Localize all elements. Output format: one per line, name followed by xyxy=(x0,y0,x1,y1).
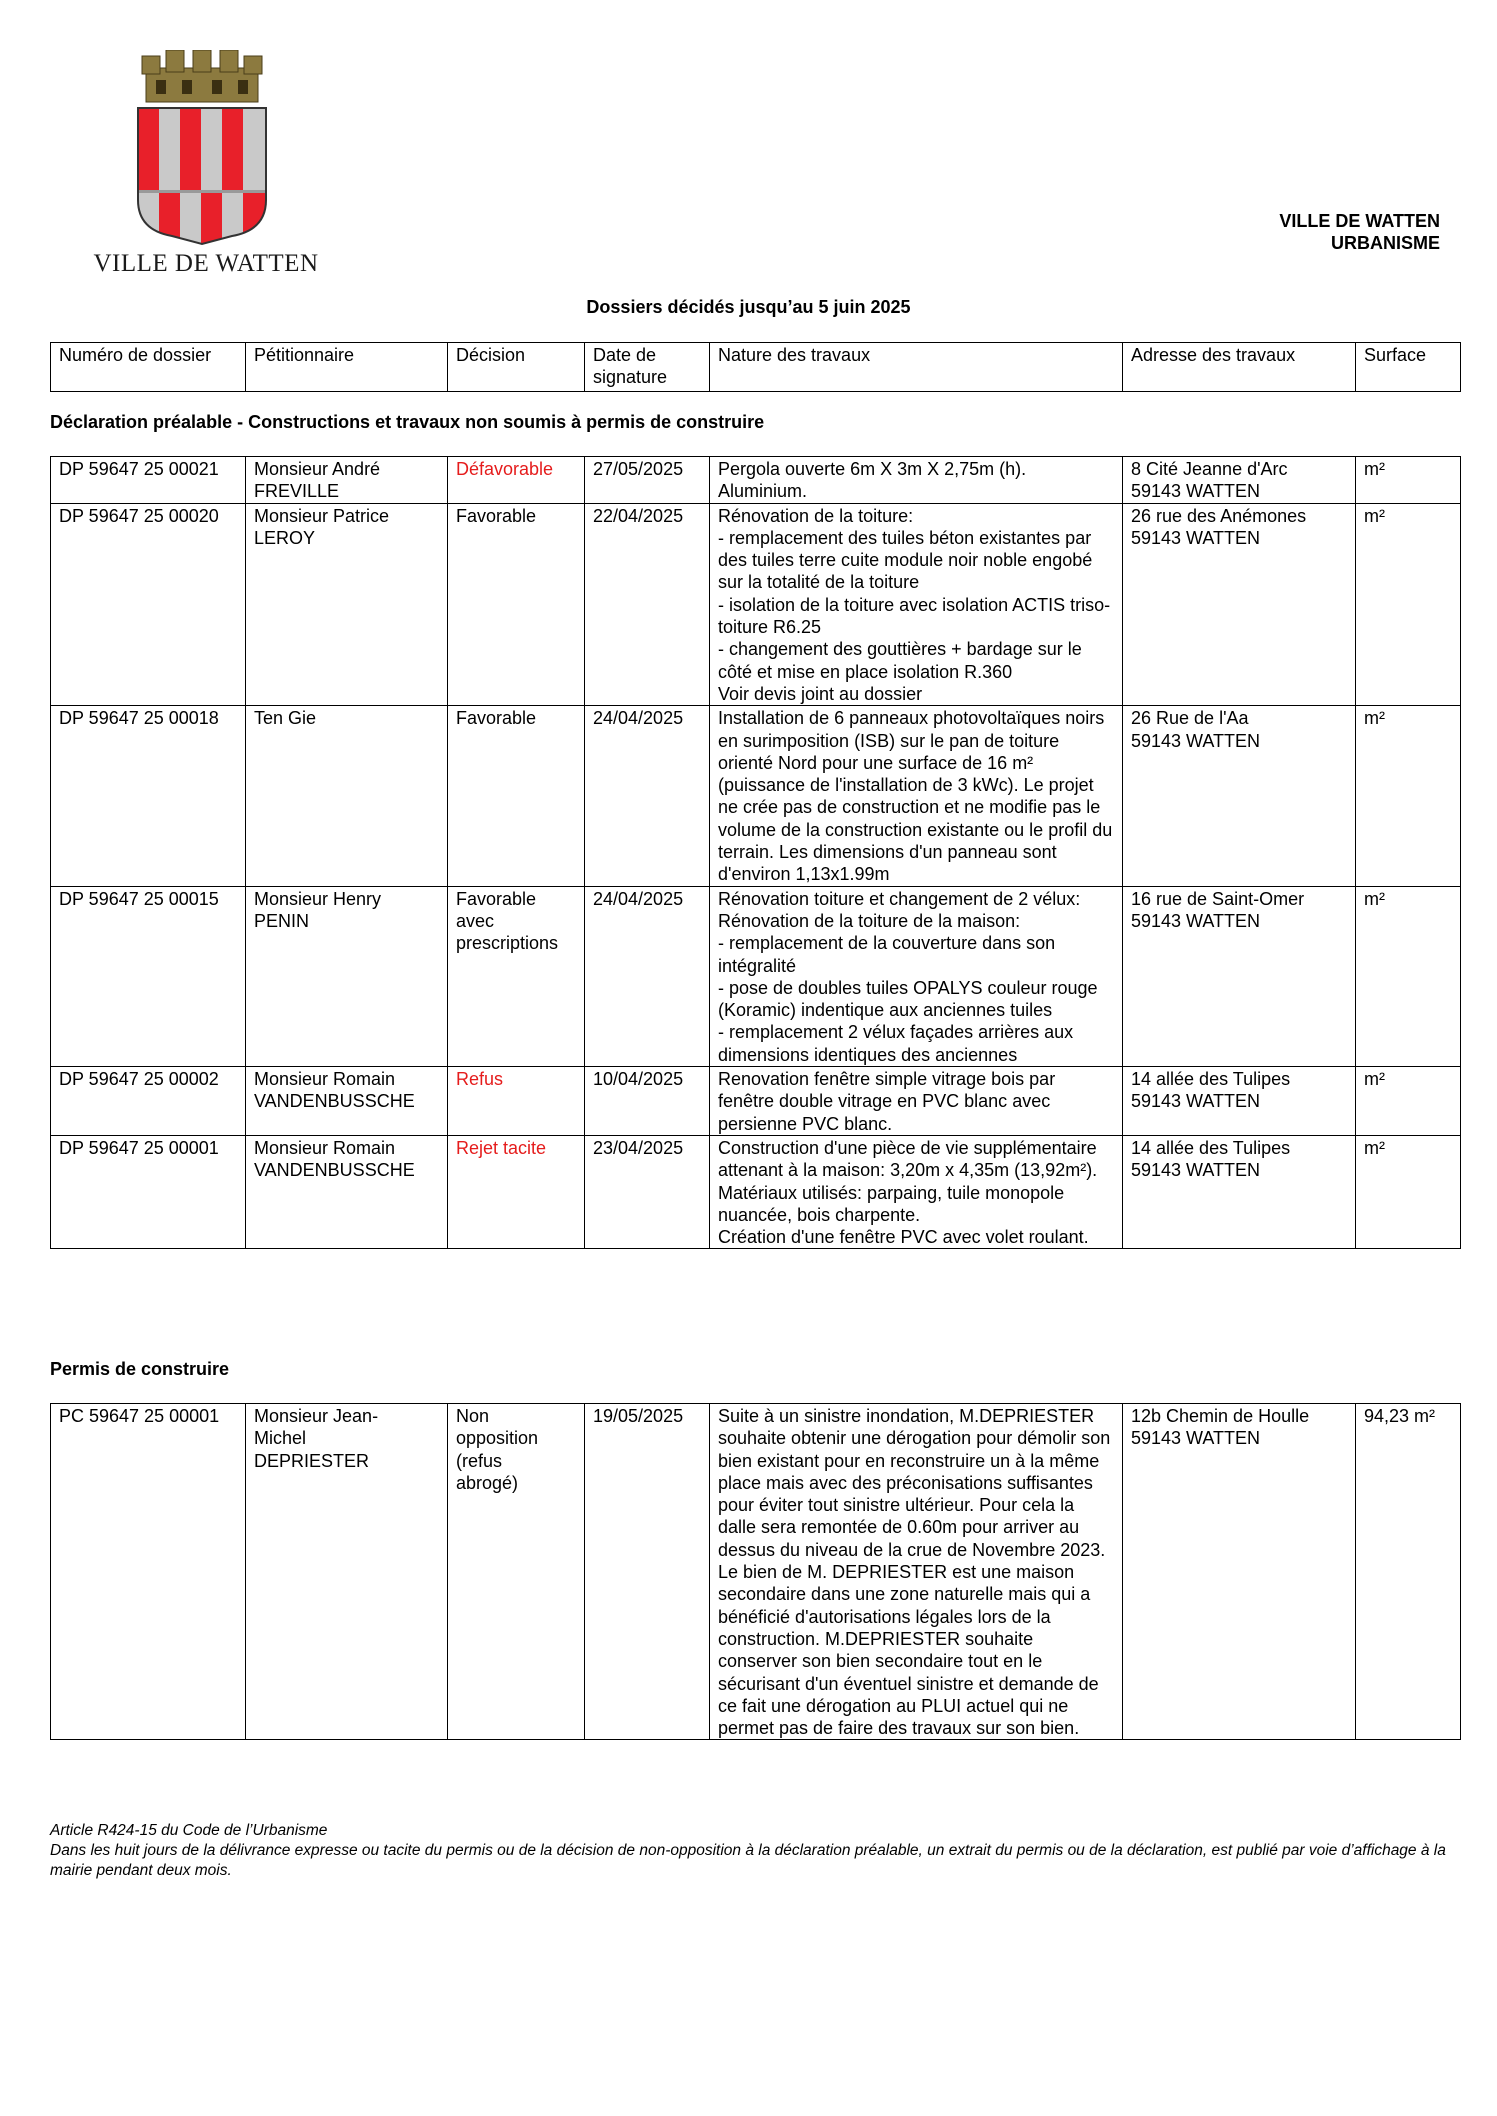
column-header: Numéro de dossier xyxy=(51,343,246,392)
table-header-row xyxy=(51,343,1461,392)
table-row xyxy=(51,457,1461,504)
cell-numero: DP 59647 25 00018 xyxy=(51,706,246,886)
footer-note xyxy=(50,1821,1450,1881)
cell-petitionnaire: Monsieur Romain VANDENBUSSCHE xyxy=(246,1067,448,1136)
section-title-declaration: Déclaration préalable - Constructions et travaux non soumis à permis de construire xyxy=(50,412,765,432)
cell-date: 24/04/2025 xyxy=(585,706,710,886)
table-row xyxy=(51,503,1461,706)
column-header-table xyxy=(50,342,1461,392)
cell-surface: m² xyxy=(1356,457,1461,504)
document-title: Dossiers décidés jusqu’au 5 juin 2025 xyxy=(586,297,911,317)
cell-adresse: 14 allée des Tulipes 59143 WATTEN xyxy=(1123,1135,1356,1248)
cell-nature: Renovation fenêtre simple vitrage bois par fenêtre double vitrage en PVC blanc avec persienne PVC blanc. xyxy=(710,1067,1123,1136)
column-header: Adresse des travaux xyxy=(1123,343,1356,392)
cell-date: 22/04/2025 xyxy=(585,503,710,706)
cell-adresse: 12b Chemin de Houlle 59143 WATTEN xyxy=(1123,1404,1356,1740)
cell-numero: DP 59647 25 00002 xyxy=(51,1067,246,1136)
cell-petitionnaire: Monsieur Romain VANDENBUSSCHE xyxy=(246,1135,448,1248)
cell-surface: m² xyxy=(1356,706,1461,886)
cell-adresse: 8 Cité Jeanne d'Arc 59143 WATTEN xyxy=(1123,457,1356,504)
table-row xyxy=(51,706,1461,886)
city-logo xyxy=(86,50,326,285)
cell-date: 23/04/2025 xyxy=(585,1135,710,1248)
cell-petitionnaire: Monsieur Henry PENIN xyxy=(246,886,448,1066)
cell-nature: Rénovation toiture et changement de 2 vélux: Rénovation de la toiture de la maison: - remplacement de la couverture dans son intégralité - pose de doubles tuiles OPALYS couleur rouge (Koramic) indentique aux anciennes tuiles - remplacement 2 vélux façades arrières aux dimensions identiques des anciennes xyxy=(710,886,1123,1066)
cell-surface: m² xyxy=(1356,503,1461,706)
table-row xyxy=(51,1404,1461,1740)
declaration-table xyxy=(50,456,1461,1249)
cell-petitionnaire: Monsieur Jean- Michel DEPRIESTER xyxy=(246,1404,448,1740)
cell-decision: Non opposition (refus abrogé) xyxy=(448,1404,585,1740)
cell-numero: DP 59647 25 00015 xyxy=(51,886,246,1066)
cell-petitionnaire: Monsieur Patrice LEROY xyxy=(246,503,448,706)
column-header: Nature des travaux xyxy=(710,343,1123,392)
table-row xyxy=(51,886,1461,1066)
cell-surface: m² xyxy=(1356,886,1461,1066)
cell-numero: DP 59647 25 00001 xyxy=(51,1135,246,1248)
cell-decision: Favorable xyxy=(448,706,585,886)
cell-surface: m² xyxy=(1356,1135,1461,1248)
cell-petitionnaire: Monsieur André FREVILLE xyxy=(246,457,448,504)
cell-nature: Construction d'une pièce de vie supplémentaire attenant à la maison: 3,20m x 4,35m (13,92m²). Matériaux utilisés: parpaing, tuile monopole nuancée, bois charpente. Création d'une fenêtre PVC avec volet roulant. xyxy=(710,1135,1123,1248)
cell-decision: Favorable avec prescriptions xyxy=(448,886,585,1066)
footer-article: Article R424-15 du Code de l’Urbanisme xyxy=(50,1822,328,1839)
section-title-permis: Permis de construire xyxy=(50,1359,230,1379)
cell-nature: Installation de 6 panneaux photovoltaïques noirs en surimposition (ISB) sur le pan de toiture orienté Nord pour une surface de 16 m² (puissance de l'installation de 3 kWc). Le projet ne crée pas de construction et ne modifie pas le volume de la construction existante ou le profil du terrain. Les dimensions d'un panneau sont d'environ 1,13x1.99m xyxy=(710,706,1123,886)
column-header: Pétitionnaire xyxy=(246,343,448,392)
column-header: Surface xyxy=(1356,343,1461,392)
cell-adresse: 26 Rue de l'Aa 59143 WATTEN xyxy=(1123,706,1356,886)
cell-date: 10/04/2025 xyxy=(585,1067,710,1136)
cell-date: 24/04/2025 xyxy=(585,886,710,1066)
cell-surface: m² xyxy=(1356,1067,1461,1136)
cell-decision: Défavorable xyxy=(448,457,585,504)
organization-block xyxy=(1279,210,1440,254)
column-header: Date de signature xyxy=(585,343,710,392)
logo-text: VILLE DE WATTEN xyxy=(93,250,319,277)
cell-nature: Pergola ouverte 6m X 3m X 2,75m (h). Aluminium. xyxy=(710,457,1123,504)
cell-numero: DP 59647 25 00021 xyxy=(51,457,246,504)
cell-petitionnaire: Ten Gie xyxy=(246,706,448,886)
coat-of-arms-icon xyxy=(132,50,272,246)
cell-adresse: 16 rue de Saint-Omer 59143 WATTEN xyxy=(1123,886,1356,1066)
org-department: URBANISME xyxy=(1330,233,1440,253)
cell-numero: PC 59647 25 00001 xyxy=(51,1404,246,1740)
cell-date: 27/05/2025 xyxy=(585,457,710,504)
cell-date: 19/05/2025 xyxy=(585,1404,710,1740)
cell-adresse: 26 rue des Anémones 59143 WATTEN xyxy=(1123,503,1356,706)
table-row xyxy=(51,1135,1461,1248)
cell-adresse: 14 allée des Tulipes 59143 WATTEN xyxy=(1123,1067,1356,1136)
cell-decision: Rejet tacite xyxy=(448,1135,585,1248)
cell-nature: Suite à un sinistre inondation, M.DEPRIESTER souhaite obtenir une dérogation pour démolir son bien existant pour en reconstruire un à la même place mais avec des préconisations suffisantes pour éviter tout sinistre ultérieur. Pour cela la dalle sera remontée de 0.60m pour arriver au dessus du niveau de la crue de Novembre 2023. Le bien de M. DEPRIESTER est une maison secondaire dans une zone naturelle mais qui a bénéficié d'autorisations légales lors de la construction. M.DEPRIESTER souhaite conserver son bien secondaire tout en le sécurisant d'un éventuel sinistre et demande de ce fait une dérogation au PLUI actuel qui ne permet pas de faire des travaux sur son bien. xyxy=(710,1404,1123,1740)
cell-surface: 94,23 m² xyxy=(1356,1404,1461,1740)
cell-numero: DP 59647 25 00020 xyxy=(51,503,246,706)
column-header: Décision xyxy=(448,343,585,392)
table-row xyxy=(51,1067,1461,1136)
cell-nature: Rénovation de la toiture: - remplacement des tuiles béton existantes par des tuiles terre cuite module noir noble engobé sur la totalité de la toiture - isolation de la toiture avec isolation ACTIS triso-toiture R6.25 - changement des gouttières + bardage sur le côté et mise en place isolation R.360 Voir devis joint au dossier xyxy=(710,503,1123,706)
cell-decision: Refus xyxy=(448,1067,585,1136)
cell-decision: Favorable xyxy=(448,503,585,706)
footer-text: Dans les huit jours de la délivrance expresse ou tacite du permis ou de la décision de non-opposition à la déclaration préalable, un extrait du permis ou de la déclaration, est publié par voie d’affichage à la mairie pendant deux mois. xyxy=(50,1842,1446,1879)
org-name: VILLE DE WATTEN xyxy=(1279,211,1440,231)
permis-table xyxy=(50,1403,1461,1740)
